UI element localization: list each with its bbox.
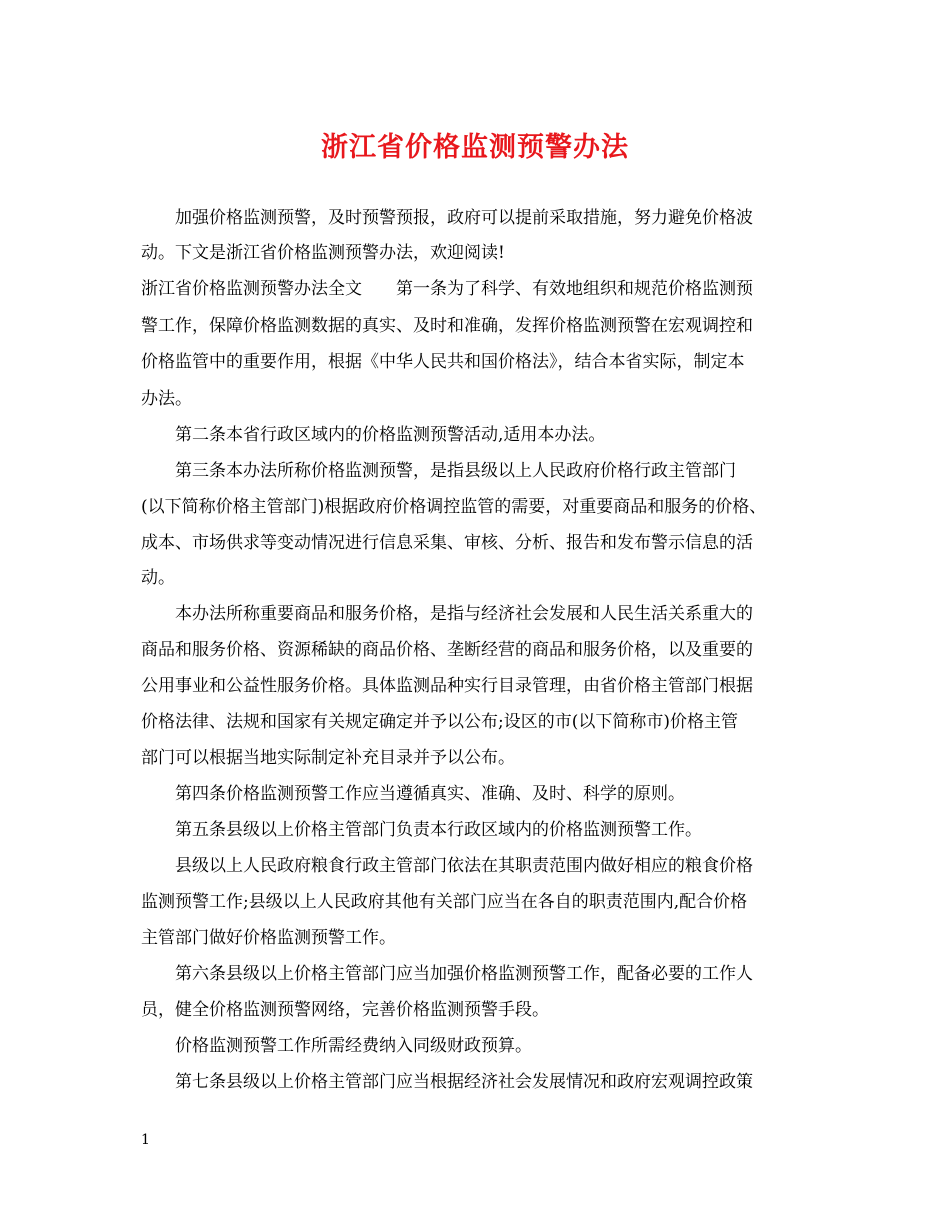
- paragraph-line: 第六条县级以上价格主管部门应当加强价格监测预警工作，配备必要的工作人: [141, 964, 753, 984]
- paragraph-line: 监测预警工作;县级以上人民政府其他有关部门应当在各自的职责范围内,配合价格: [141, 892, 748, 912]
- paragraph-line: 第四条价格监测预警工作应当遵循真实、准确、及时、科学的原则。: [141, 784, 685, 804]
- paragraph-line: 动。: [141, 568, 175, 588]
- paragraph-line: 浙江省价格监测预警办法全文 第一条为了科学、有效地组织和规范价格监测预: [141, 279, 753, 299]
- paragraph-line: 第五条县级以上价格主管部门负责本行政区域内的价格监测预警工作。: [141, 820, 702, 840]
- paragraph-line: 本办法所称重要商品和服务价格，是指与经济社会发展和人民生活关系重大的: [141, 604, 753, 624]
- paragraph-line: 动。下文是浙江省价格监测预警办法，欢迎阅读!: [141, 243, 505, 263]
- paragraph-line: 价格法律、法规和国家有关规定确定并予以公布;设区的市(以下简称市)价格主管: [141, 712, 738, 732]
- paragraph-line: 第二条本省行政区域内的价格监测预警活动,适用本办法。: [141, 425, 606, 445]
- document-title: 浙江省价格监测预警办法: [321, 132, 629, 163]
- paragraph-line: 县级以上人民政府粮食行政主管部门依法在其职责范围内做好相应的粮食价格: [141, 856, 753, 876]
- paragraph-line: 第七条县级以上价格主管部门应当根据经济社会发展情况和政府宏观调控政策: [141, 1072, 753, 1092]
- paragraph-line: 部门可以根据当地实际制定补充目录并予以公布。: [141, 748, 515, 768]
- page-number: 1: [141, 1132, 150, 1148]
- paragraph-line: (以下简称价格主管部门)根据政府价格调控监管的需要，对重要商品和服务的价格、: [141, 497, 767, 517]
- paragraph-line: 价格监管中的重要作用，根据《中华人民共和国价格法》，结合本省实际，制定本: [141, 352, 745, 372]
- paragraph-line: 成本、市场供求等变动情况进行信息采集、审核、分析、报告和发布警示信息的活: [141, 533, 753, 553]
- paragraph-line: 商品和服务价格、资源稀缺的商品价格、垄断经营的商品和服务价格，以及重要的: [141, 640, 753, 660]
- paragraph-line: 加强价格监测预警，及时预警预报，政府可以提前采取措施，努力避免价格波: [141, 208, 753, 228]
- paragraph-line: 员，健全价格监测预警网络，完善价格监测预警手段。: [141, 1000, 549, 1020]
- paragraph-line: 第三条本办法所称价格监测预警，是指县级以上人民政府价格行政主管部门: [141, 461, 736, 481]
- paragraph-line: 警工作，保障价格监测数据的真实、及时和准确，发挥价格监测预警在宏观调控和: [141, 316, 753, 336]
- paragraph-line: 主管部门做好价格监测预警工作。: [141, 928, 396, 948]
- paragraph-line: 公用事业和公益性服务价格。具体监测品种实行目录管理，由省价格主管部门根据: [141, 676, 753, 696]
- paragraph-line: 价格监测预警工作所需经费纳入同级财政预算。: [141, 1036, 532, 1056]
- paragraph-line: 办法。: [141, 389, 192, 409]
